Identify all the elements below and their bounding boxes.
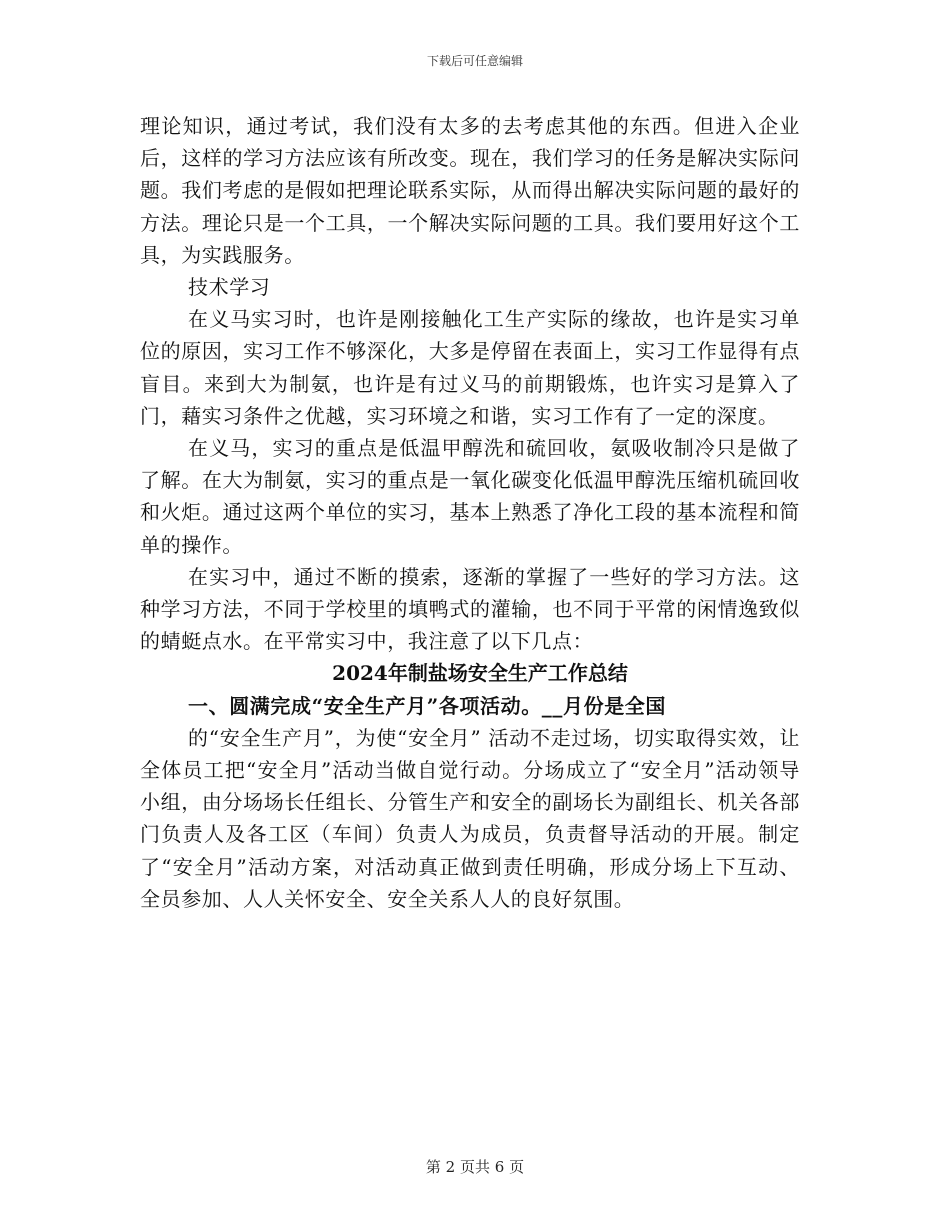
document-title: 2024年制盐场安全生产工作总结 (332, 661, 628, 686)
header-note: 下载后可任意编辑 (426, 54, 523, 68)
subheading-technical-study: 技术学习 (188, 275, 271, 300)
paragraph-internship-focus: 在义马，实习的重点是低温甲醇洗和硫回收，氨吸收制冷只是做了了解。在大为制氨，实习的重点是一氧化碳变化低温甲醇洗压缩机硫回收和火炬。通过这两个单位的实习，基本上熟悉了净化工段的基本流程和简单的操作。 (140, 436, 800, 557)
paragraph-study-methods: 在实习中，通过不断的摸索，逐渐的掌握了一些好的学习方法。这种学习方法，不同于学校里的填鸭式的灌输，也不同于平常的闲情逸致似的蜻蜓点水。在平常实习中，我注意了以下几点： (140, 564, 800, 654)
document-body (140, 110, 800, 915)
paragraph-theory: 理论知识，通过考试，我们没有太多的去考虑其他的东西。但进入企业后，这样的学习方法应该有所改变。现在，我们学习的任务是解决实际问题。我们考虑的是假如把理论联系实际，从而得出解决实际问题的最好的方法。理论只是一个工具，一个解决实际问题的工具。我们要用好这个工具，为实践服务。 (140, 114, 800, 267)
page-number: 第 2 页共 6 页 (425, 1158, 525, 1176)
section-heading: 一、圆满完成“安全生产月”各项活动。__月份是全国 (188, 693, 667, 718)
paragraph-safety-month: 的“安全生产月”，为使“安全月” 活动不走过场，切实取得实效，让全体员工把“安全月”活动当做自觉行动。分场成立了“安全月”活动领导小组，由分场场长任组长、分管生产和安全的副场长为副组长、机关各部门负责人及各工区（车间）负责人为成员，负责督导活动的开展。制定了“安全月”活动方案，对活动真正做到责任明确，形成分场上下互动、全员参加、人人关怀安全、安全关系人人的良好氛围。 (140, 725, 800, 911)
paragraph-yima-internship: 在义马实习时，也许是刚接触化工生产实际的缘故，也许是实习单位的原因，实习工作不够深化，大多是停留在表面上，实习工作显得有点盲目。来到大为制氨，也许是有过义马的前期锻炼，也许实习是算入了门，藉实习条件之优越，实习环境之和谐，实习工作有了一定的深度。 (140, 307, 800, 428)
